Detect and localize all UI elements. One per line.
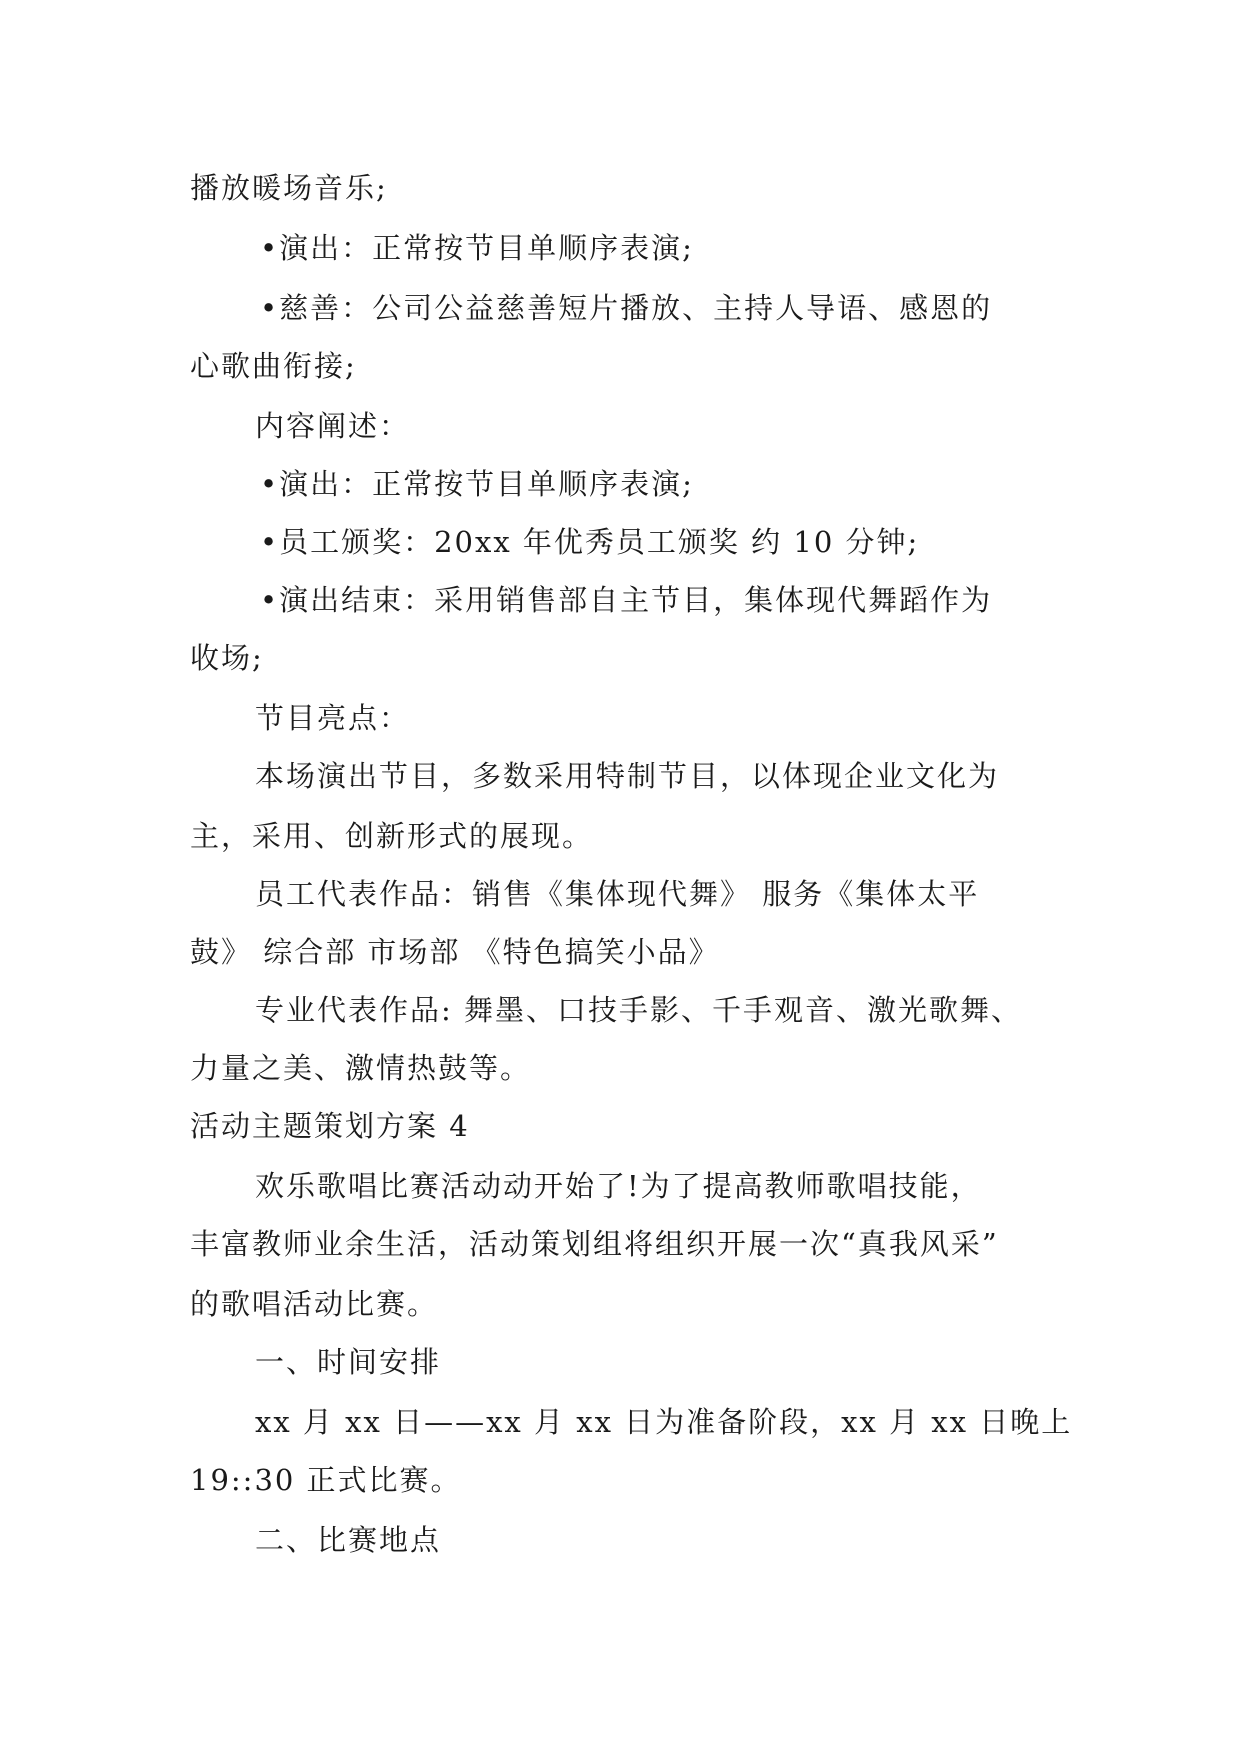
- section-label: 节目亮点：: [255, 701, 411, 735]
- paragraph-line: 收场;: [190, 641, 264, 675]
- paragraph-line: 鼓》 综合部 市场部 《特色搞笑小品》: [190, 935, 720, 969]
- bullet-item: •演出结束：采用销售部自主节目，集体现代舞蹈作为: [260, 583, 993, 617]
- paragraph-line: 的歌唱活动比赛。: [190, 1287, 439, 1321]
- section-label: 二、比赛地点: [255, 1523, 442, 1557]
- paragraph-line: 本场演出节目，多数采用特制节目，以体现企业文化为: [255, 759, 1000, 793]
- bullet-item: •员工颁奖：20xx 年优秀员工颁奖 约 10 分钟;: [260, 525, 920, 559]
- paragraph-line: 员工代表作品：销售《集体现代舞》 服务《集体太平: [255, 877, 980, 911]
- section-label: 一、时间安排: [255, 1345, 442, 1379]
- paragraph-line: 播放暖场音乐;: [190, 171, 388, 205]
- paragraph-line: 心歌曲衔接;: [190, 349, 357, 383]
- bullet-item: •演出：正常按节目单顺序表演;: [260, 231, 694, 265]
- bullet-item: •演出：正常按节目单顺序表演;: [260, 467, 694, 501]
- paragraph-line: 力量之美、激情热鼓等。: [190, 1051, 532, 1085]
- paragraph-line: 专业代表作品: 舞墨、口技手影、千手观音、激光歌舞、: [255, 993, 1022, 1027]
- paragraph-line: 19::30 正式比赛。: [190, 1463, 462, 1497]
- bullet-item: •慈善：公司公益慈善短片播放、主持人导语、感恩的: [260, 291, 993, 325]
- paragraph-line: 欢乐歌唱比赛活动动开始了!为了提高教师歌唱技能，: [255, 1169, 982, 1203]
- section-label: 内容阐述：: [255, 409, 411, 443]
- paragraph-line: xx 月 xx 日——xx 月 xx 日为准备阶段，xx 月 xx 日晚上: [255, 1405, 1073, 1439]
- paragraph-line: 主，采用、创新形式的展现。: [190, 819, 594, 853]
- paragraph-line: 丰富教师业余生活，活动策划组将组织开展一次“真我风采”: [190, 1227, 999, 1261]
- section-heading: 活动主题策划方案 4: [190, 1109, 470, 1143]
